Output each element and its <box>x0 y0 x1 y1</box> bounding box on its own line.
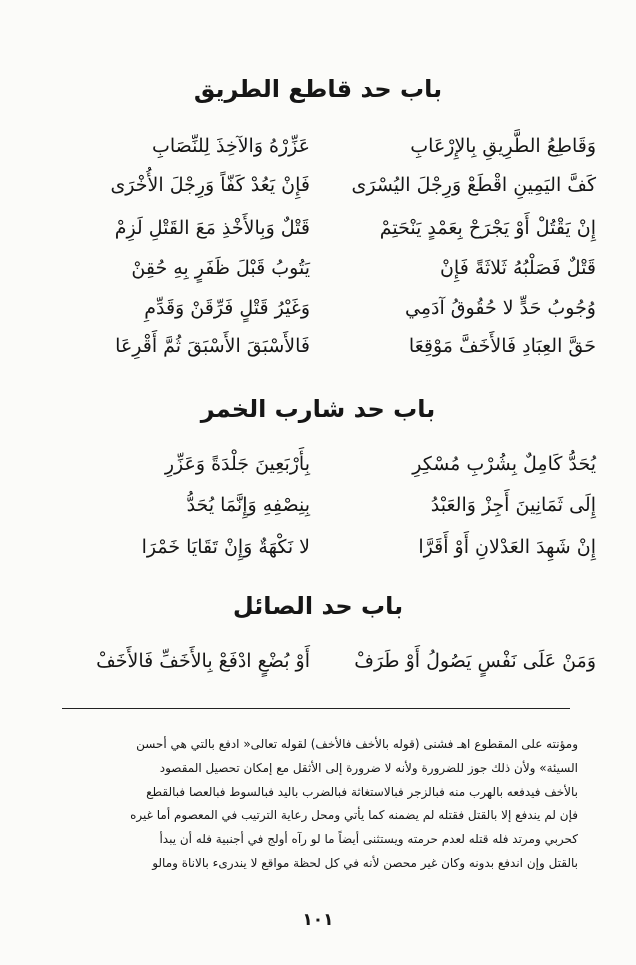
verse-first-hemistich: إِنْ يَقْتُلْ أَوْ يَجْرَحْ بِعَمْدٍ يَنْحَتِمْ <box>379 217 596 239</box>
verse-second-hemistich: فَإِنْ يَعُدْ كَفّاً وَرِجْلَ الأُخْرَى <box>110 174 310 196</box>
verse-second-hemistich: فَالأَسْبَقَ الأَسْبَقَ ثُمَّ أَقْرِعَا <box>115 335 310 357</box>
verse-second-hemistich: أَوْ بُضْعٍ ادْفَعْ بِالأَخَفِّ فَالأَخَفْ <box>96 650 310 672</box>
verse-second-hemistich: وَغَيْرُ قَتْلٍ فَرِّقَنْ وَقَدِّمِ <box>144 297 310 319</box>
verse-second-hemistich: لا نَكْهَةٌ وَإِنْ تَقَايَا خَمْرَا <box>141 536 310 558</box>
verse-first-hemistich: وَقَاطِعُ الطَّرِيقِ بِالإِرْعَابِ <box>410 135 596 157</box>
footnote-line: بالقتل وإن اندفع بدونه وكان غير محصن لأنه في كل لحظة مواقع لا يندرىء بالاناة ومالو <box>152 855 578 870</box>
verse-second-hemistich: بِأَرْبَعِينَ جَلْدَةً وَعَزِّرِ <box>164 453 310 475</box>
verse-first-hemistich: قَتْلٌ فَصَلْبُهُ ثَلاثَةً فَإِنْ <box>439 257 596 279</box>
footnote-line: ومؤنته على المقطوع اهـ فشنى (قوله بالأخف فالأخف) لقوله تعالى« ادفع بالتي هي أحسن <box>136 737 578 751</box>
section-heading-wine-drinker: باب حد شارب الخمر <box>200 395 436 423</box>
footnote-divider <box>62 708 570 709</box>
verse-first-hemistich: وَمَنْ عَلَى نَفْسٍ يَصُولُ أَوْ طَرَفْ <box>354 650 596 672</box>
verse-first-hemistich: حَقَّ العِبَادِ فَالأَخَفَّ مَوْقِعَا <box>408 335 596 357</box>
verse-line <box>40 487 596 523</box>
section-heading-highway-robber: باب حد قاطع الطريق <box>193 75 443 103</box>
verse-line <box>40 328 596 364</box>
verse-second-hemistich: بِنِصْفِهِ وَإِنَّمَا يُحَدُّ <box>186 494 310 516</box>
verse-first-hemistich: وُجُوبُ حَدٍّ لا حُقُوقُ آدَمِي <box>404 297 596 319</box>
verse-line <box>40 210 596 246</box>
footnote-line: كحربي ومرتد فله قتله لعدم حرمته ويستثنى أيضاً ما لو رآه أولج في أجنبية فله أن يبدأ <box>159 832 578 847</box>
footnote-line: السيئة» ولأن ذلك جوز للضرورة ولأنه لا ضرورة إلى الأثقل مع إمكان تحصيل المقصود <box>159 760 578 775</box>
page-number: ١٠١ <box>302 910 334 930</box>
footnote-line: بالأخف فيدفعه بالهرب منه فبالزجر فبالاستغاثة فبالضرب باليد فبالسوط فبالعصا فبالقطع <box>146 784 578 799</box>
verse-line <box>40 290 596 326</box>
verse-line <box>40 529 596 565</box>
verse-line <box>40 167 596 203</box>
verse-second-hemistich: قَتْلٌ وَبِالأَخْذِ مَعَ القَتْلِ لَزِمْ <box>114 217 310 239</box>
footnote-line: فإن لم يندفع إلا بالقتل فقتله لم يضمنه كما يأتي ومحل رعاية الترتيب في المعصوم أما غيره <box>130 808 578 823</box>
footnote-block <box>58 733 578 876</box>
verse-line <box>40 446 596 482</box>
section-heading-assailant: باب حد الصائل <box>232 592 404 620</box>
verse-line <box>40 643 596 679</box>
verse-first-hemistich: إِلَى ثَمَانِينَ أَجِزْ وَالعَبْدُ <box>430 494 596 516</box>
verse-second-hemistich: عَزِّرْهُ وَالآخِذَ لِلنِّصَابِ <box>151 135 310 157</box>
verse-first-hemistich: يُحَدُّ كَامِلٌ بِشُرْبِ مُسْكِرِ <box>412 453 596 475</box>
verse-second-hemistich: يَتُوبُ قَبْلَ ظَفَرٍ بِهِ حُقِنْ <box>131 257 310 279</box>
verse-line <box>40 250 596 286</box>
verse-first-hemistich: كَفَّ اليَمِينِ اقْطَعْ وَرِجْلَ اليُسْرَى <box>351 174 596 196</box>
verse-first-hemistich: إِنْ شَهِدَ العَدْلانِ أَوْ أَقَرَّا <box>418 536 596 558</box>
verse-line <box>40 128 596 164</box>
